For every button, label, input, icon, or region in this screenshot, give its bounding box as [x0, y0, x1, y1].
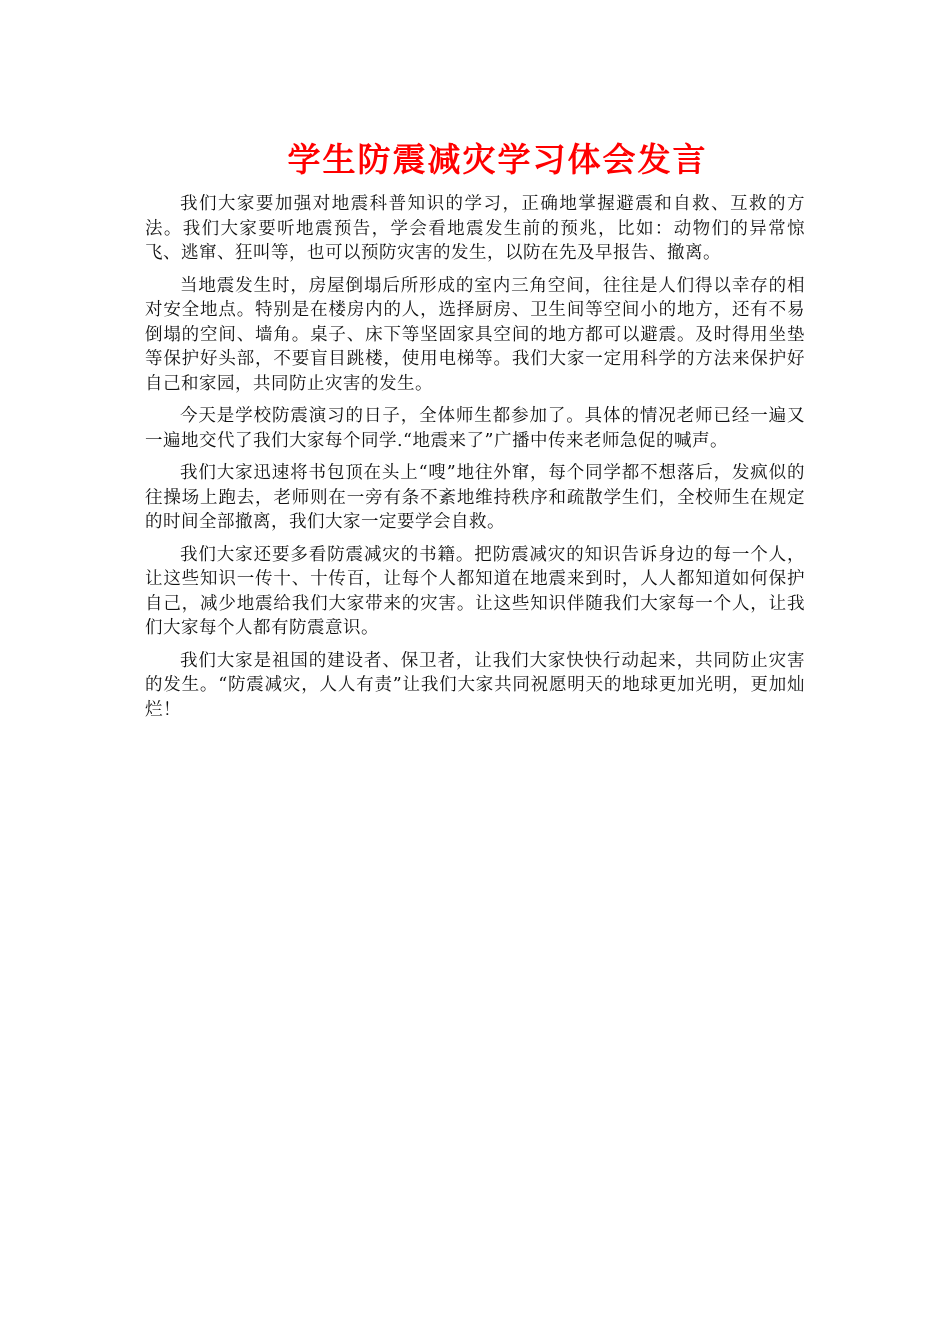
paragraph-2: 当地震发生时，房屋倒塌后所形成的室内三角空间，往往是人们得以幸存的相对安全地点。特别是在楼房内的人，选择厨房、卫生间等空间小的地方，还有不易倒塌的空间、墙角。桌子、床下等坚固家具空间的地方都可以避震。及时得用坐垫等保护好头部，不要盲目跳楼，使用电梯等。我们大家一定用科学的方法来保护好自己和家园，共同防止灾害的发生。 [145, 275, 805, 394]
document-body [145, 192, 805, 730]
paragraph-3: 今天是学校防震演习的日子，全体师生都参加了。具体的情况老师已经一遍又一遍地交代了我们大家每个同学.“地震来了”广播中传来老师急促的喊声。 [145, 406, 805, 451]
paragraph-5: 我们大家还要多看防震减灾的书籍。把防震减灾的知识告诉身边的每一个人，让这些知识一传十、十传百，让每个人都知道在地震来到时，人人都知道如何保护自己，减少地震给我们大家带来的灾害。让这些知识伴随我们大家每一个人，让我们大家每个人都有防震意识。 [145, 544, 805, 638]
paragraph-1: 我们大家要加强对地震科普知识的学习，正确地掌握避震和自救、互救的方法。我们大家要听地震预告，学会看地震发生前的预兆，比如：动物们的异常惊飞、逃窜、狂叫等，也可以预防灾害的发生，以防在先及早报告、撤离。 [145, 194, 805, 263]
paragraph-6: 我们大家是祖国的建设者、保卫者，让我们大家快快行动起来，共同防止灾害的发生。“防震减灾，人人有责”让我们大家共同祝愿明天的地球更加光明，更加灿烂！ [145, 650, 805, 720]
paragraph-4: 我们大家迅速将书包顶在头上“嗖”地往外窜，每个同学都不想落后，发疯似的往操场上跑去，老师则在一旁有条不紊地维持秩序和疏散学生们，全校师生在规定的时间全部撤离，我们大家一定要学会自救。 [145, 463, 805, 532]
page-title: 学生防震减灾学习体会发言 [287, 140, 708, 179]
